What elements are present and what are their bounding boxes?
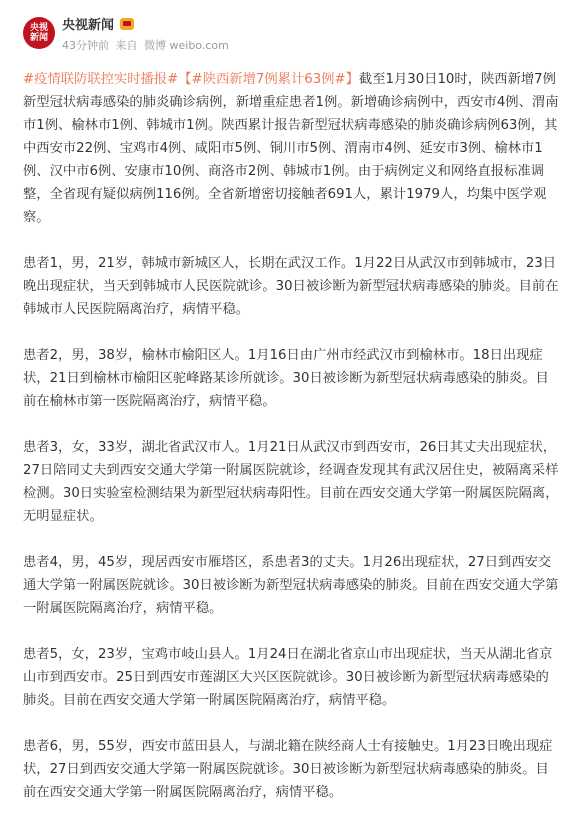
post-source[interactable]: 微博 weibo.com (144, 39, 229, 52)
patient-paragraph: 患者4，男，45岁，现居西安市雁塔区，系患者3的丈夫。1月26出现症状，27日到西安交通大学第一附属医院就诊。30日被诊断为新型冠状病毒感染的肺炎。目前在西安交通大学第一附属医院隔离治疗，病情平稳。 (23, 555, 559, 616)
post-header (0, 0, 583, 62)
post-meta (62, 37, 232, 53)
patient-paragraph: 患者2，男，38岁，榆林市榆阳区人。1月16日由广州市经武汉市到榆林市。18日出现症状，21日到榆林市榆阳区驼峰路某诊所就诊。30日被诊断为新型冠状病毒感染的肺炎。目前在榆林市第一医院隔离治疗，病情平稳。 (23, 348, 549, 409)
patient-paragraph: 患者6，男，55岁，西安市蓝田县人，与湖北籍在陕经商人士有接触史。1月23日晚出现症状，27日到西安交通大学第一附属医院就诊。30日被诊断为新型冠状病毒感染的肺炎。目前在西安交通大学第一附属医院隔离治疗，病情平稳。 (23, 739, 553, 800)
avatar-text-2: 新闻 (29, 33, 48, 43)
author-row (62, 14, 134, 33)
avatar[interactable] (23, 17, 55, 49)
vip-badge-icon (120, 18, 134, 30)
patient-paragraph: 患者1，男，21岁，韩城市新城区人，长期在武汉工作。1月22日从武汉市到韩城市，23日晚出现症状，当天到韩城市人民医院就诊。30日被诊断为新型冠状病毒感染的肺炎。目前在韩城市人民医院隔离治疗，病情平稳。 (23, 256, 559, 317)
post-time[interactable]: 43分钟前 (62, 39, 109, 52)
post-content (23, 68, 561, 827)
topic-link-2[interactable]: 【#陕西新增7例累计63例#】 (178, 72, 359, 87)
intro-text: 截至1月30日10时，陕西新增7例新型冠状病毒感染的肺炎确诊病例，新增重症患者1例。新增确诊病例中，西安市4例、渭南市1例、榆林市1例、韩城市1例。陕西累计报告新型冠状病毒感染的肺炎确诊病例63例，其中西安市22例、宝鸡市4例、咸阳市5例、铜川市5例、渭南市4例、延安市3例、榆林市1例、汉中市6例、安康市10例、商洛市2例、韩城市1例。由于病例定义和网络直报标准调整，全省现有疑似病例116例。全省新增密切接触者691人，累计1979人，均集中医学观察。 (23, 72, 559, 225)
patient-paragraph: 患者5，女，23岁，宝鸡市岐山县人。1月24日在湖北省京山市出现症状，当天从湖北省京山市到西安市。25日到西安市莲湖区大兴区医院就诊。30日被诊断为新型冠状病毒感染的肺炎。目前在西安交通大学第一附属医院隔离治疗，病情平稳。 (23, 647, 553, 708)
topic-link[interactable]: #疫情联防联控实时播报# (23, 72, 179, 87)
author-name[interactable]: 央视新闻 (62, 18, 115, 33)
intro-paragraph (23, 68, 561, 229)
avatar-text-1: 央视 (29, 23, 48, 33)
source-prefix: 来自 (115, 39, 138, 52)
patient-paragraph: 患者3，女，33岁，湖北省武汉市人。1月21日从武汉市到西安市，26日其丈夫出现症状，27日陪同丈夫到西安交通大学第一附属医院就诊，经调查发现其有武汉居住史，被隔离采样检测。30日实验室检测结果为新型冠状病毒阳性。目前在西安交通大学第一附属医院隔离，无明显症状。 (23, 440, 559, 524)
